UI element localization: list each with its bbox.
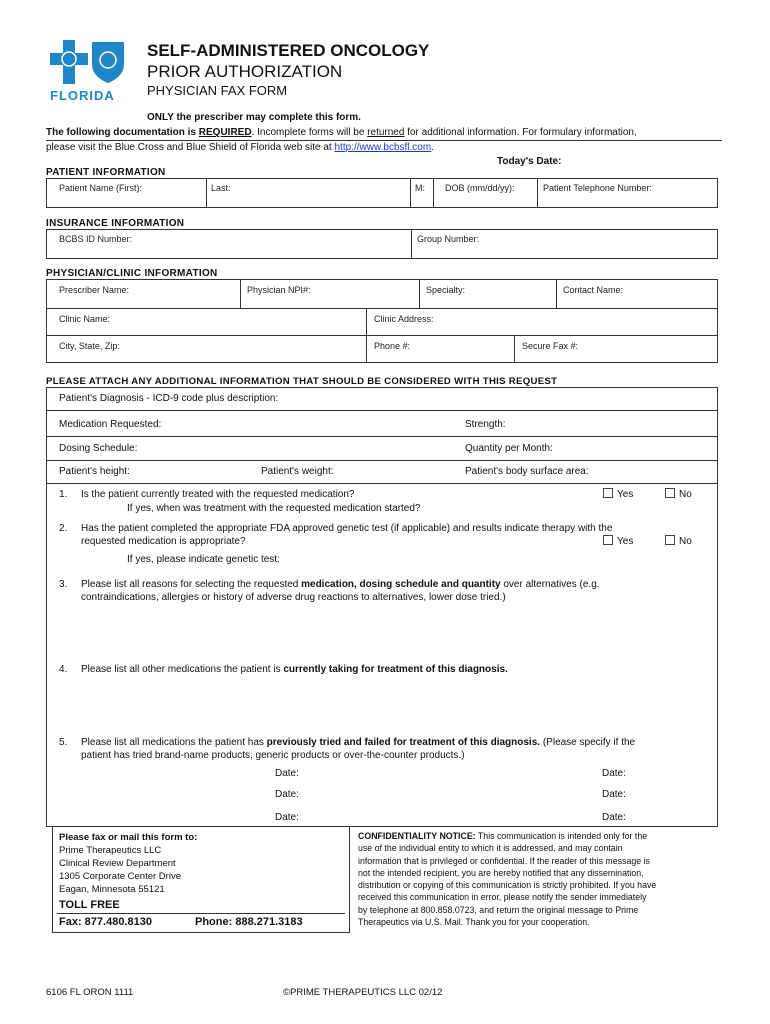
- diagnosis-label: Patient's Diagnosis - ICD-9 code plus description:: [59, 393, 279, 404]
- q5-date-field-6[interactable]: Date:: [602, 812, 626, 823]
- patient-bsa-field[interactable]: Patient's body surface area:: [465, 466, 589, 477]
- additional-info-box: [46, 387, 718, 827]
- confidentiality-line: by telephone at 800.858.0723, and return the original message to Prime: [358, 904, 639, 915]
- diagnosis-field[interactable]: [59, 393, 278, 404]
- question-1-text: Is the patient currently treated with the requested medication?: [81, 489, 355, 500]
- q5-date-field-3[interactable]: Date:: [275, 789, 299, 800]
- strength-field[interactable]: Strength:: [465, 419, 506, 430]
- fax-info-box: [52, 827, 350, 933]
- question-3-text-line2: contraindications, allergies or history of adverse drug reactions to alternatives, lower dose tried.): [81, 592, 506, 603]
- blue-cross-icon: [50, 40, 88, 84]
- prescriber-name-field[interactable]: Prescriber Name:: [59, 285, 130, 295]
- question-1-followup[interactable]: If yes, when was treatment with the requested medication started?: [127, 503, 421, 514]
- group-number-field[interactable]: Group Number:: [417, 234, 480, 244]
- required-notice-part: . Incomplete forms will be: [251, 127, 368, 138]
- yes-label: Yes: [617, 536, 634, 547]
- fax-address-line4: Eagan, Minnesota 55121: [59, 884, 165, 895]
- toll-free-label: TOLL FREE: [59, 899, 120, 911]
- patient-info-table: [46, 178, 718, 208]
- question-1-number: 1.: [59, 489, 68, 500]
- form-code: 6106 FL ORON 1111: [46, 987, 134, 998]
- physician-section-title: PHYSICIAN/CLINIC INFORMATION: [46, 268, 218, 279]
- patient-height-field[interactable]: Patient's height:: [59, 466, 130, 477]
- contact-name-field[interactable]: Contact Name:: [563, 285, 624, 295]
- q5-bold: previously tried and failed for treatment of this diagnosis.: [266, 737, 541, 748]
- question-2-followup[interactable]: If yes, please indicate genetic test:: [127, 554, 280, 565]
- checkbox-icon: [603, 488, 613, 498]
- question-3-number: 3.: [59, 579, 68, 590]
- question-2-text-line1: Has the patient completed the appropriate FDA approved genetic test (if applicable) and results indicate therapy with the: [81, 523, 613, 534]
- dosing-schedule-field[interactable]: Dosing Schedule:: [59, 443, 138, 454]
- q5-date-field-1[interactable]: Date:: [275, 768, 299, 779]
- q2-no-checkbox[interactable]: [665, 535, 692, 548]
- additional-section-title: PLEASE ATTACH ANY ADDITIONAL INFORMATION THAT SHOULD BE CONSIDERED WITH THIS REQUEST: [46, 376, 558, 387]
- question-4-text[interactable]: [81, 663, 508, 676]
- q3-part: over alternatives (e.g.: [500, 579, 600, 590]
- insurance-section-title: INSURANCE INFORMATION: [46, 218, 185, 229]
- returned-word: returned: [367, 127, 405, 138]
- q4-bold: currently taking for treatment of this diagnosis.: [283, 664, 508, 675]
- checkbox-icon: [603, 535, 613, 545]
- confidentiality-line: Therapeutics via U.S. Mail. Thank you for your cooperation.: [358, 917, 590, 928]
- specialty-field[interactable]: Specialty:: [426, 285, 466, 295]
- todays-date-label: Today's Date:: [497, 156, 562, 167]
- q5-date-field-5[interactable]: Date:: [275, 812, 299, 823]
- q5-date-field-2[interactable]: Date:: [602, 768, 626, 779]
- logo: [48, 40, 128, 104]
- header-rule: [46, 140, 722, 141]
- confidentiality-text: This communication is intended only for the: [477, 831, 648, 841]
- yes-label: Yes: [617, 489, 634, 500]
- q4-part: Please list all other medications the patient is: [81, 664, 284, 675]
- website-end: .: [431, 142, 434, 153]
- copyright: ©PRIME THERAPEUTICS LLC 02/12: [283, 987, 443, 998]
- blue-shield-icon: [90, 40, 126, 84]
- q2-yes-checkbox[interactable]: [603, 535, 633, 548]
- confidentiality-notice: [358, 830, 720, 928]
- patient-mi-field[interactable]: M:: [415, 183, 425, 193]
- patient-phone-field[interactable]: Patient Telephone Number:: [543, 183, 652, 193]
- required-notice-part: for additional information. For formulary information,: [404, 127, 637, 138]
- patient-weight-field[interactable]: Patient's weight:: [261, 466, 334, 477]
- q1-no-checkbox[interactable]: [665, 488, 692, 501]
- confidentiality-line: not the intended recipient, you are hereby notified that any dissemination,: [358, 867, 644, 878]
- fax-address-line2: Clinical Review Department: [59, 858, 176, 869]
- patient-first-name-field[interactable]: Patient Name (First):: [59, 183, 143, 193]
- secure-fax-field[interactable]: Secure Fax #:: [522, 341, 579, 351]
- physician-npi-field[interactable]: Physician NPI#:: [247, 285, 311, 295]
- required-notice-part: The following documentation is: [46, 127, 199, 138]
- required-notice: [46, 127, 637, 138]
- confidentiality-line: received this communication in error, please notify the sender immediately: [358, 892, 647, 903]
- confidentiality-line: distribution or copying of this communication is strictly prohibited. If you have: [358, 880, 657, 891]
- medication-requested-field[interactable]: Medication Requested:: [59, 419, 162, 430]
- phone-number: Phone: 888.271.3183: [195, 916, 303, 928]
- confidentiality-line: [358, 830, 720, 842]
- confidentiality-line: information that is privileged or confidential. If the reader of this message is: [358, 855, 650, 866]
- q3-part: Please list all reasons for selecting the requested: [81, 579, 302, 590]
- q5-date-field-4[interactable]: Date:: [602, 789, 626, 800]
- bcbs-id-field[interactable]: BCBS ID Number:: [59, 234, 133, 244]
- clinic-phone-field[interactable]: Phone #:: [374, 341, 411, 351]
- only-prescriber-note: ONLY the prescriber may complete this form.: [147, 112, 361, 123]
- no-label: No: [679, 536, 692, 547]
- question-2-text-line2: requested medication is appropriate?: [81, 536, 246, 547]
- confidentiality-heading: CONFIDENTIALITY NOTICE:: [358, 831, 476, 841]
- city-state-zip-field[interactable]: City, State, Zip:: [59, 341, 120, 351]
- website-line: [46, 142, 434, 153]
- fax-number: Fax: 877.480.8130: [59, 916, 152, 928]
- logo-text: FLORIDA: [50, 88, 115, 103]
- bcbsfl-link[interactable]: http://www.bcbsfl.com: [334, 142, 432, 153]
- fax-address-line3: 1305 Corporate Center Drive: [59, 871, 181, 882]
- question-4-number: 4.: [59, 664, 68, 675]
- checkbox-icon: [665, 535, 675, 545]
- confidentiality-line: use of the individual entity to which it is addressed, and may contain: [358, 843, 623, 854]
- website-text: please visit the Blue Cross and Blue Shield of Florida web site at: [46, 142, 335, 153]
- patient-dob-field[interactable]: DOB (mm/dd/yy):: [445, 183, 515, 193]
- question-5-text-line2: patient has tried brand-name products, generic products or over-the-counter products.): [81, 750, 465, 761]
- question-5-text[interactable]: [81, 736, 635, 749]
- clinic-address-field[interactable]: Clinic Address:: [374, 314, 434, 324]
- question-5-number: 5.: [59, 737, 68, 748]
- q5-part: (Please specify if the: [540, 737, 636, 748]
- physician-info-table: [46, 279, 718, 363]
- form-title-line3: PHYSICIAN FAX FORM: [147, 83, 288, 98]
- fax-heading: Please fax or mail this form to:: [59, 832, 198, 843]
- patient-section-title: PATIENT INFORMATION: [46, 167, 166, 178]
- question-2-number: 2.: [59, 523, 68, 534]
- form-title-line2: PRIOR AUTHORIZATION: [147, 62, 343, 81]
- quantity-per-month-field[interactable]: Quantity per Month:: [465, 443, 553, 454]
- question-3-text[interactable]: [81, 578, 600, 591]
- q1-yes-checkbox[interactable]: [603, 488, 633, 501]
- checkbox-icon: [665, 488, 675, 498]
- no-label: No: [679, 489, 692, 500]
- clinic-name-field[interactable]: Clinic Name:: [59, 314, 111, 324]
- insurance-info-table: [46, 229, 718, 259]
- required-word: REQUIRED: [198, 127, 252, 138]
- fax-address-line1: Prime Therapeutics LLC: [59, 845, 162, 856]
- form-title-line1: SELF-ADMINISTERED ONCOLOGY: [147, 41, 430, 60]
- patient-last-name-field[interactable]: Last:: [211, 183, 231, 193]
- q5-part: Please list all medications the patient has: [81, 737, 267, 748]
- q3-bold: medication, dosing schedule and quantity: [301, 579, 501, 590]
